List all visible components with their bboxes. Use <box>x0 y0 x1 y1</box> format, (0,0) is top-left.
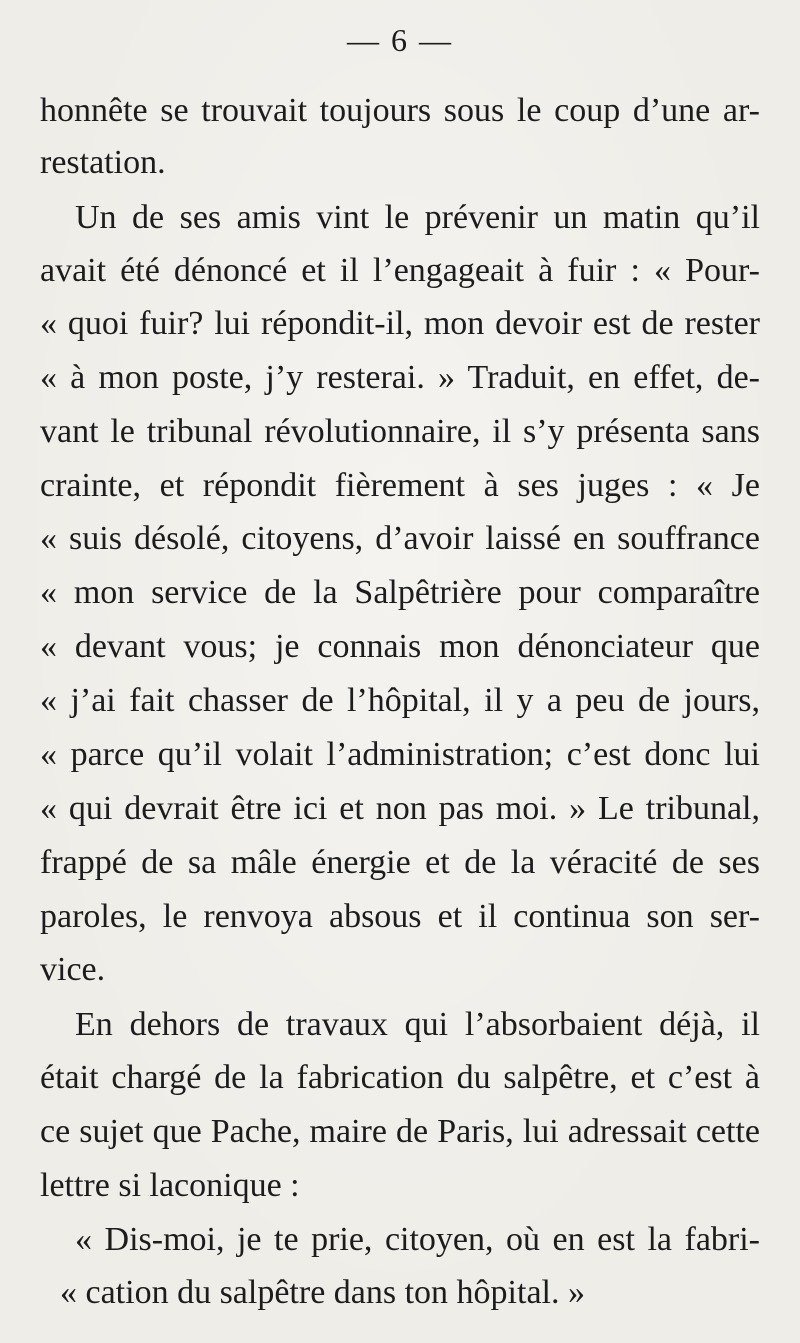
text-line: « à mon poste, j’y resterai. » Traduit, en effet, de- <box>40 359 760 396</box>
text-line: vice. <box>40 951 106 988</box>
text-line: frappé de sa mâle énergie et de la véracité de ses <box>40 844 760 881</box>
text-line: « qui devrait être ici et non pas moi. » Le tribunal, <box>40 790 760 827</box>
text-line: « cation du salpêtre dans ton hôpital. » <box>60 1274 585 1311</box>
text-line: « quoi fuir? lui répondit-il, mon devoir est de rester <box>40 305 760 342</box>
text-line: « j’ai fait chasser de l’hôpital, il y a peu de jours, <box>40 682 760 719</box>
text-line: « Dis-moi, je te prie, citoyen, où en est la fabri- <box>75 1221 760 1258</box>
text-line: était chargé de la fabrication du salpêtre, et c’est à <box>40 1059 760 1096</box>
text-line: lettre si laconique : <box>40 1167 300 1204</box>
text-line: avait été dénoncé et il l’engageait à fuir : « Pour- <box>40 252 760 289</box>
text-line: Un de ses amis vint le prévenir un matin qu’il <box>75 199 760 236</box>
text-line: « devant vous; je connais mon dénonciateur que <box>40 628 760 665</box>
text-line: En dehors de travaux qui l’absorbaient déjà, il <box>75 1006 760 1043</box>
text-line: ce sujet que Pache, maire de Paris, lui adressait cette <box>40 1113 760 1150</box>
text-line: paroles, le renvoya absous et il continua son ser- <box>40 898 760 935</box>
text-line: restation. <box>40 144 166 181</box>
page-number: — 6 — <box>347 22 453 58</box>
text-line: « mon service de la Salpêtrière pour comparaître <box>40 574 760 611</box>
text-line: crainte, et répondit fièrement à ses juges : « Je <box>40 467 760 504</box>
text-line: « parce qu’il volait l’administration; c’est donc lui <box>40 736 760 773</box>
text-line: « suis désolé, citoyens, d’avoir laissé en souffrance <box>40 520 760 557</box>
text-line: vant le tribunal révolutionnaire, il s’y présenta sans <box>40 413 760 450</box>
text-line: honnête se trouvait toujours sous le coup d’une ar- <box>40 92 760 129</box>
